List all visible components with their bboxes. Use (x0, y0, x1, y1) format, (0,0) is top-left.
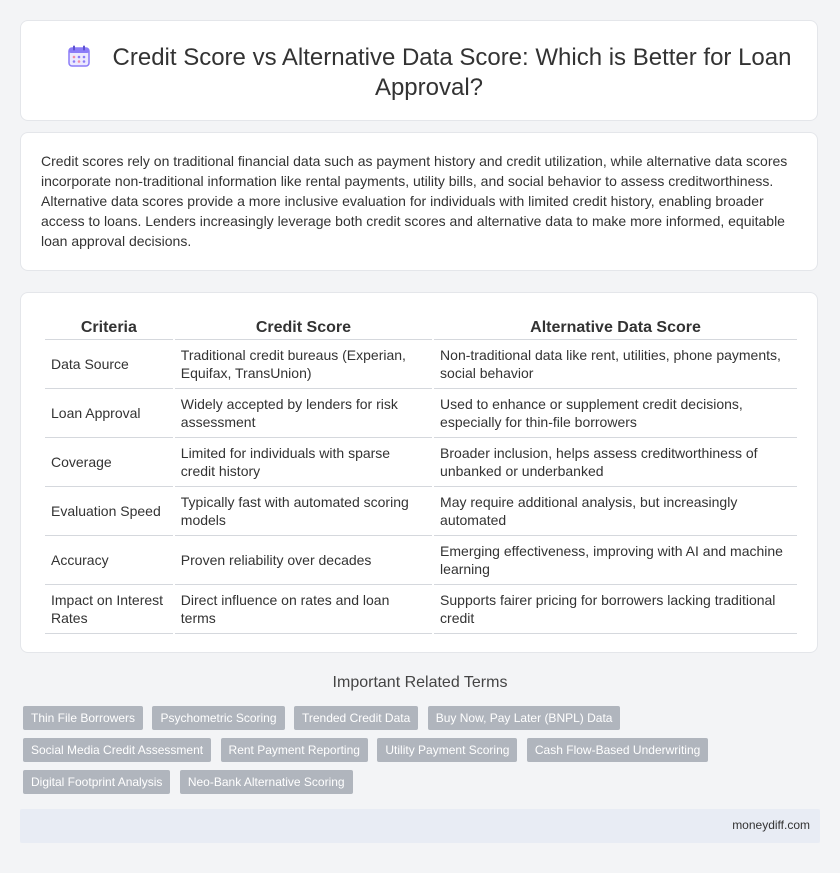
related-terms-list (23, 706, 813, 802)
comparison-table-card (20, 292, 818, 653)
related-term-tag[interactable]: Buy Now, Pay Later (BNPL) Data (428, 706, 621, 730)
criteria-cell: Loan Approval (45, 389, 173, 438)
criteria-cell: Accuracy (45, 536, 173, 585)
column-header-alternative-data-score: Alternative Data Score (434, 315, 797, 340)
alternative-data-cell: Supports fairer pricing for borrowers lacking traditional credit (434, 585, 797, 634)
alternative-data-cell: Used to enhance or supplement credit decisions, especially for thin-file borrowers (434, 389, 797, 438)
credit-score-cell: Typically fast with automated scoring models (175, 487, 432, 536)
alternative-data-cell: Non-traditional data like rent, utilities, phone payments, social behavior (434, 340, 797, 389)
comparison-table (43, 315, 799, 634)
related-terms-heading: Important Related Terms (332, 674, 508, 691)
footer (20, 809, 820, 843)
page-title-wrap (61, 43, 797, 103)
table-row (45, 389, 797, 438)
credit-score-cell: Direct influence on rates and loan terms (175, 585, 432, 634)
calendar-icon (67, 44, 91, 68)
credit-score-cell: Widely accepted by lenders for risk assessment (175, 389, 432, 438)
column-header-criteria: Criteria (45, 315, 173, 340)
table-row (45, 438, 797, 487)
table-header-row (45, 315, 797, 340)
criteria-cell: Impact on Interest Rates (45, 585, 173, 634)
alternative-data-cell: Broader inclusion, helps assess creditworthiness of unbanked or underbanked (434, 438, 797, 487)
credit-score-cell: Traditional credit bureaus (Experian, Equifax, TransUnion) (175, 340, 432, 389)
related-term-tag[interactable]: Social Media Credit Assessment (23, 738, 211, 762)
column-header-credit-score: Credit Score (175, 315, 432, 340)
related-term-tag[interactable]: Trended Credit Data (294, 706, 418, 730)
criteria-cell: Coverage (45, 438, 173, 487)
alternative-data-cell: Emerging effectiveness, improving with AI and machine learning (434, 536, 797, 585)
title-card (20, 20, 818, 121)
credit-score-cell: Proven reliability over decades (175, 536, 432, 585)
related-term-tag[interactable]: Utility Payment Scoring (377, 738, 517, 762)
related-term-tag[interactable]: Rent Payment Reporting (221, 738, 368, 762)
table-row (45, 340, 797, 389)
related-term-tag[interactable]: Cash Flow-Based Underwriting (527, 738, 708, 762)
related-term-tag[interactable]: Neo-Bank Alternative Scoring (180, 770, 353, 794)
criteria-cell: Evaluation Speed (45, 487, 173, 536)
summary-card (20, 132, 818, 271)
table-row (45, 487, 797, 536)
related-term-tag[interactable]: Psychometric Scoring (152, 706, 284, 730)
credit-score-cell: Limited for individuals with sparse credit history (175, 438, 432, 487)
footer-site-name[interactable]: moneydiff.com (732, 818, 810, 832)
summary-text: Credit scores rely on traditional financial data such as payment history and credit utilization, while alternative data scores incorporate non-traditional information like rental payments, utility bills, and social behavior to assess creditworthiness. Alternative data scores provide a more inclusive evaluation for individuals with limited credit history, enabling broader access to loans. Lenders increasingly leverage both credit scores and alternative data to make more informed, equitable loan approval decisions. (41, 153, 788, 249)
page-title: Credit Score vs Alternative Data Score: Which is Better for Loan Approval? (112, 44, 792, 101)
related-term-tag[interactable]: Digital Footprint Analysis (23, 770, 170, 794)
related-term-tag[interactable]: Thin File Borrowers (23, 706, 143, 730)
table-row (45, 536, 797, 585)
table-row (45, 585, 797, 634)
alternative-data-cell: May require additional analysis, but increasingly automated (434, 487, 797, 536)
criteria-cell: Data Source (45, 340, 173, 389)
